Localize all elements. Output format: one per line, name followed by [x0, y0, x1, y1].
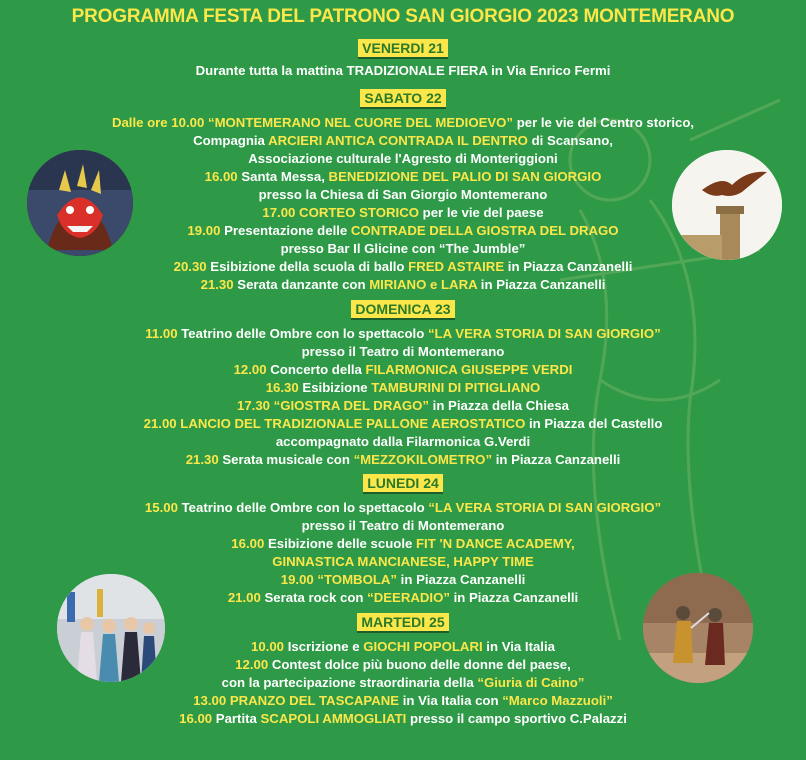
schedule-line: 19.00 “TOMBOLA” in Piazza Canzanelli [280, 572, 526, 587]
schedule-line: 17.00 CORTEO STORICO per le vie del paese [262, 205, 544, 220]
schedule-line: 21.30 Serata danzante con MIRIANO e LARA in Piazza Canzanelli [200, 277, 606, 292]
costume-group-photo [57, 574, 165, 682]
day-heading-martedi: MARTEDI 25 [0, 613, 806, 633]
poster-title: PROGRAMMA FESTA DEL PATRONO SAN GIORGIO 2023 MONTEMERANO [71, 6, 735, 27]
schedule-line: 16.00 Santa Messa, BENEDIZIONE DEL PALIO DI SAN GIORGIO [204, 169, 602, 184]
schedule-line: 17.30 “GIOSTRA DEL DRAGO” in Piazza della Chiesa [237, 398, 569, 413]
dragon-icon [27, 150, 133, 256]
schedule-line: Compagnia ARCIERI ANTICA CONTRADA IL DENTRO di Scansano, [193, 133, 613, 148]
schedule-line: 16.00 Partita SCAPOLI AMMOGLIATI presso il campo sportivo C.Palazzi [179, 711, 627, 726]
schedule-line: con la partecipazione straordinaria della “Giuria di Caino” [221, 675, 585, 690]
dragon-mask-photo [27, 150, 133, 256]
schedule-line: 19.00 Presentazione delle CONTRADE DELLA GIOSTRA DEL DRAGO [187, 223, 619, 238]
schedule-line: 10.00 Iscrizione e GIOCHI POPOLARI in Via Italia [251, 639, 555, 654]
schedule-line: presso Bar Il Glicine con “The Jumble” [280, 241, 526, 256]
hawk-tower-photo [672, 150, 782, 260]
medieval-duel-photo [643, 573, 753, 683]
hawk-icon [672, 150, 782, 260]
day-heading-lunedi: LUNEDI 24 [0, 474, 806, 494]
schedule-line: 16.00 Esibizione delle scuole FIT 'N DANCE ACADEMY, [231, 536, 575, 551]
schedule-line: Dalle ore 10.00 “MONTEMERANO NEL CUORE DEL MEDIOEVO” per le vie del Centro storico, [111, 115, 695, 130]
schedule-line: GINNASTICA MANCIANESE, HAPPY TIME [272, 554, 534, 569]
day-heading-domenica: DOMENICA 23 [0, 300, 806, 320]
schedule-line: presso il Teatro di Montemerano [301, 518, 505, 533]
schedule-line: 12.00 Concerto della FILARMONICA GIUSEPPE VERDI [233, 362, 573, 377]
schedule-line: 15.00 Teatrino delle Ombre con lo spettacolo “LA VERA STORIA DI SAN GIORGIO” [144, 500, 662, 515]
schedule-line: 21.00 Serata rock con “DEERADIO” in Piazza Canzanelli [227, 590, 579, 605]
people-icon [57, 574, 165, 682]
schedule-line: 12.00 Contest dolce più buono delle donne del paese, [235, 657, 571, 672]
schedule-line: 16.30 Esibizione TAMBURINI DI PITIGLIANO [265, 380, 541, 395]
schedule-line: 21.00 LANCIO DEL TRADIZIONALE PALLONE AEROSTATICO in Piazza del Castello [143, 416, 663, 431]
schedule-line: Durante tutta la mattina TRADIZIONALE FIERA in Via Enrico Fermi [195, 63, 611, 78]
knights-icon [643, 573, 753, 683]
schedule-line: 13.00 PRANZO DEL TASCAPANE in Via Italia con “Marco Mazzuoli” [193, 693, 613, 708]
schedule-line: presso il Teatro di Montemerano [301, 344, 505, 359]
schedule-line: Associazione culturale l'Agresto di Monteriggioni [248, 151, 558, 166]
schedule-line: 11.00 Teatrino delle Ombre con lo spettacolo “LA VERA STORIA DI SAN GIORGIO” [145, 326, 661, 341]
day-heading-sabato: SABATO 22 [0, 89, 806, 109]
day-heading-venerdi: VENERDI 21 [0, 39, 806, 59]
schedule-line: presso la Chiesa di San Giorgio Montemerano [258, 187, 548, 202]
schedule-line: 21.30 Serata musicale con “MEZZOKILOMETRO” in Piazza Canzanelli [185, 452, 621, 467]
schedule-line: accompagnato dalla Filarmonica G.Verdi [275, 434, 531, 449]
schedule-line: 20.30 Esibizione della scuola di ballo FRED ASTAIRE in Piazza Canzanelli [173, 259, 633, 274]
